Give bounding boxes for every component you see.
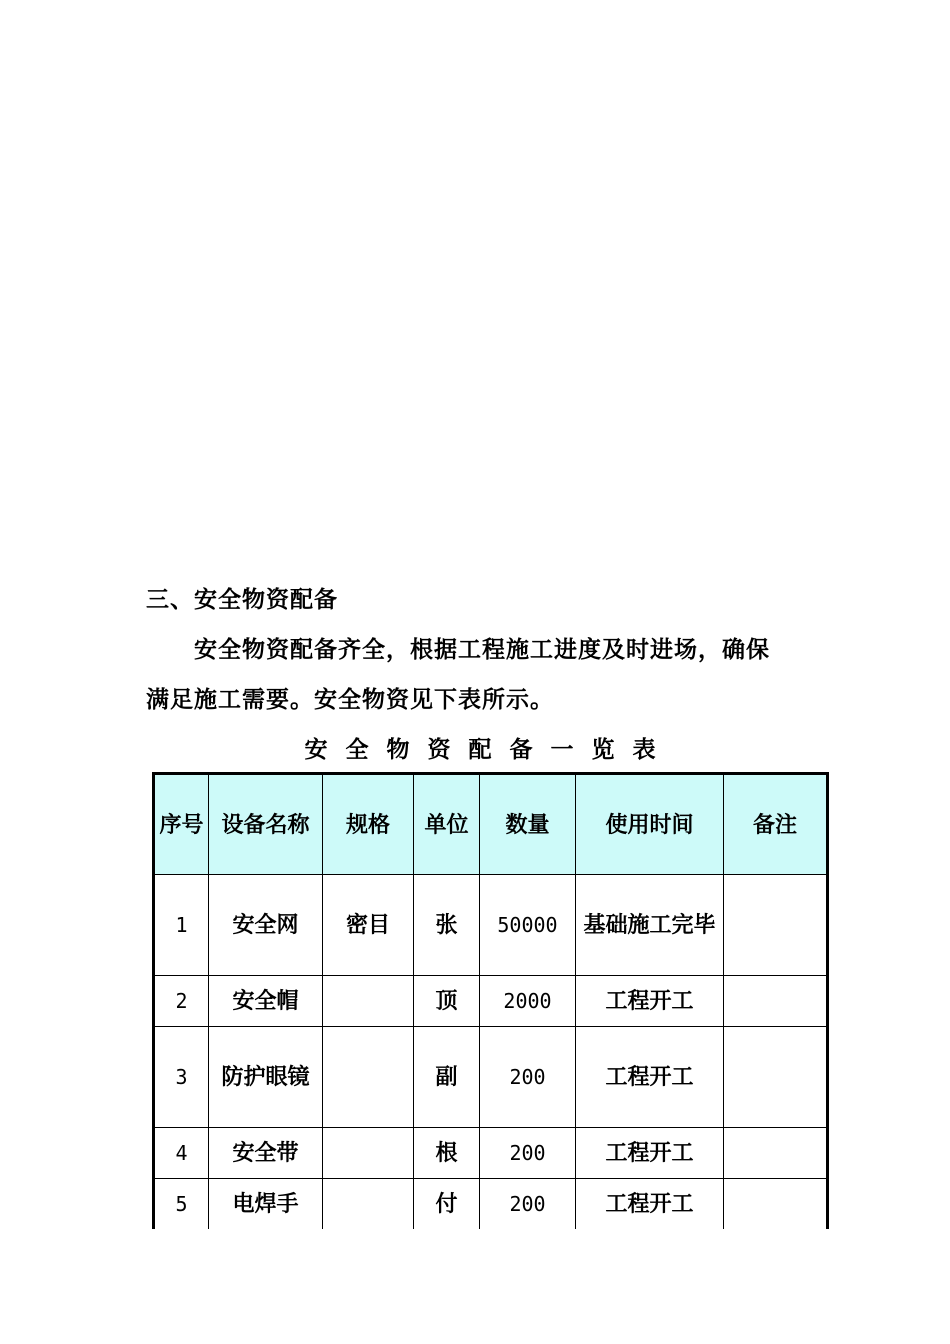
header-unit: 单位: [414, 774, 480, 875]
cell-unit: 副: [414, 1027, 480, 1128]
header-no: 序号: [154, 774, 209, 875]
cell-note: [724, 1027, 828, 1128]
cell-note: [724, 875, 828, 976]
header-time: 使用时间: [576, 774, 724, 875]
cell-qty: 200: [480, 1027, 576, 1128]
cell-time: 工程开工: [576, 976, 724, 1027]
cell-spec: [323, 1179, 414, 1230]
table-header-row: [154, 774, 828, 875]
cell-time: 基础施工完毕: [576, 875, 724, 976]
header-spec: 规格: [323, 774, 414, 875]
cell-time: 工程开工: [576, 1128, 724, 1179]
cell-no: 4: [154, 1128, 209, 1179]
cell-unit: 顶: [414, 976, 480, 1027]
table-row: [154, 976, 828, 1027]
cell-time: 工程开工: [576, 1027, 724, 1128]
cell-spec: [323, 976, 414, 1027]
cell-spec: 密目: [323, 875, 414, 976]
cell-name: 防护眼镜: [209, 1027, 323, 1128]
cell-qty: 2000: [480, 976, 576, 1027]
cell-no: 1: [154, 875, 209, 976]
cell-no: 3: [154, 1027, 209, 1128]
cell-unit: 付: [414, 1179, 480, 1230]
cell-spec: [323, 1027, 414, 1128]
cell-note: [724, 1179, 828, 1230]
table-row: [154, 1027, 828, 1128]
cell-note: [724, 976, 828, 1027]
table-row: [154, 1128, 828, 1179]
table-title: 安全物资配备一览表: [304, 736, 674, 763]
cell-no: 2: [154, 976, 209, 1027]
cell-name: 电焊手: [209, 1179, 323, 1230]
cell-spec: [323, 1128, 414, 1179]
header-name: 设备名称: [209, 774, 323, 875]
paragraph-line-2: 满足施工需要。安全物资见下表所示。: [146, 686, 554, 713]
cell-qty: 50000: [480, 875, 576, 976]
header-qty: 数量: [480, 774, 576, 875]
cell-no: 5: [154, 1179, 209, 1230]
cell-qty: 200: [480, 1128, 576, 1179]
table-row: [154, 875, 828, 976]
section-heading: 三、安全物资配备: [146, 586, 338, 613]
cell-time: 工程开工: [576, 1179, 724, 1230]
cell-unit: 根: [414, 1128, 480, 1179]
cell-name: 安全网: [209, 875, 323, 976]
cell-name: 安全带: [209, 1128, 323, 1179]
paragraph-line-1: 安全物资配备齐全，根据工程施工进度及时进场，确保: [194, 636, 770, 663]
cell-qty: 200: [480, 1179, 576, 1230]
cell-unit: 张: [414, 875, 480, 976]
header-note: 备注: [724, 774, 828, 875]
cell-note: [724, 1128, 828, 1179]
cell-name: 安全帽: [209, 976, 323, 1027]
safety-supplies-table: [152, 772, 829, 1229]
table-row: [154, 1179, 828, 1230]
